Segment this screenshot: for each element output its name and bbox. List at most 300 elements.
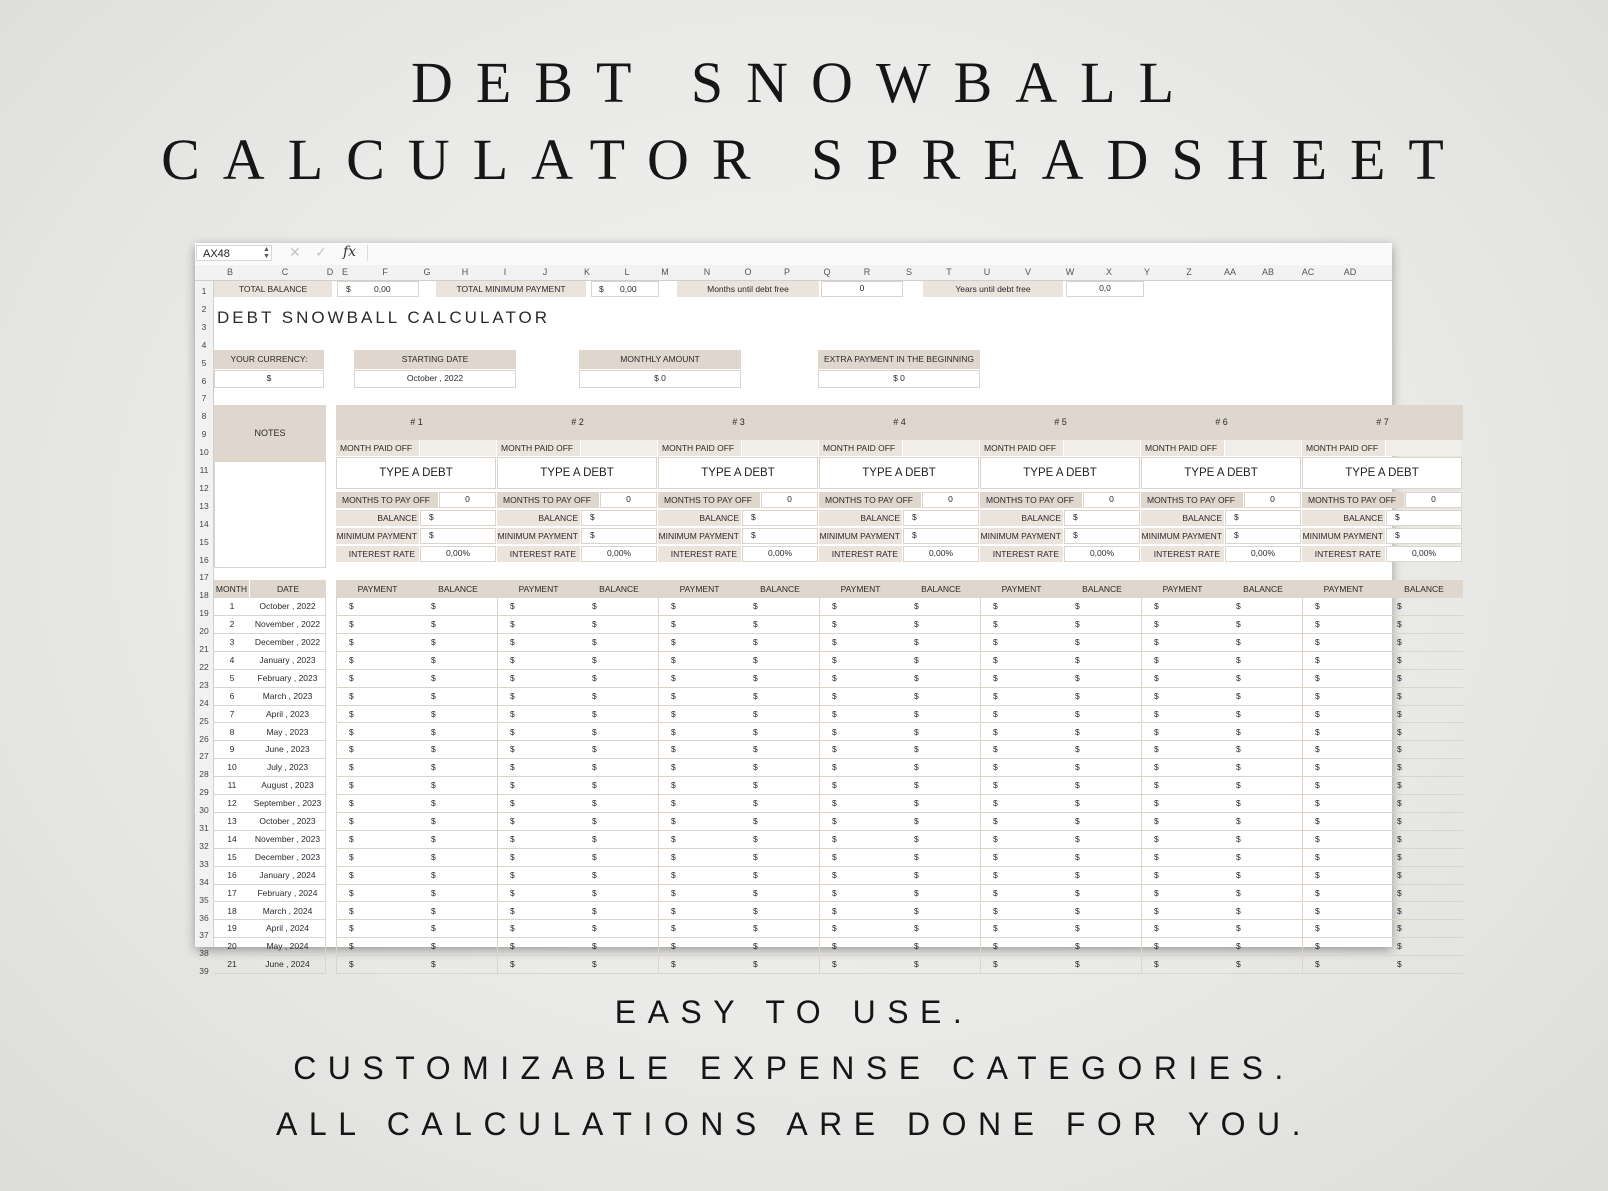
balance-cell[interactable]: $: [419, 849, 497, 867]
column-header-o[interactable]: O: [744, 267, 752, 277]
balance-cell[interactable]: $: [580, 849, 658, 867]
balance-cell[interactable]: $: [1385, 670, 1463, 688]
balance-cell[interactable]: $: [902, 938, 980, 956]
payment-cell[interactable]: $: [1141, 652, 1224, 670]
balance-cell[interactable]: $: [419, 652, 497, 670]
payment-cell[interactable]: $: [819, 652, 902, 670]
payment-cell[interactable]: $: [336, 938, 419, 956]
balance-cell[interactable]: $: [419, 616, 497, 634]
balance-cell[interactable]: $: [741, 813, 819, 831]
balance-cell[interactable]: $: [902, 616, 980, 634]
balance-cell[interactable]: $: [1063, 885, 1141, 903]
notes-area[interactable]: [214, 461, 326, 568]
payment-cell[interactable]: $: [658, 903, 741, 921]
months-until-free-value[interactable]: 0: [821, 281, 903, 297]
balance-cell[interactable]: $: [1385, 831, 1463, 849]
payment-cell[interactable]: $: [1302, 903, 1385, 921]
balance-field[interactable]: $: [1386, 510, 1462, 526]
balance-cell[interactable]: $: [1385, 867, 1463, 885]
column-header-f[interactable]: F: [382, 267, 388, 277]
balance-cell[interactable]: $: [1224, 795, 1302, 813]
row-number[interactable]: 29: [199, 787, 209, 798]
payment-cell[interactable]: $: [819, 706, 902, 724]
balance-cell[interactable]: $: [1224, 903, 1302, 921]
balance-cell[interactable]: $: [1224, 777, 1302, 795]
payment-cell[interactable]: $: [497, 920, 580, 938]
payment-cell[interactable]: $: [1302, 956, 1385, 974]
payment-cell[interactable]: $: [658, 759, 741, 777]
balance-cell[interactable]: $: [1063, 652, 1141, 670]
payment-cell[interactable]: $: [658, 706, 741, 724]
column-header-l[interactable]: L: [624, 267, 630, 277]
balance-cell[interactable]: $: [1063, 724, 1141, 742]
column-header-z[interactable]: Z: [1186, 267, 1192, 277]
balance-cell[interactable]: $: [1385, 903, 1463, 921]
balance-cell[interactable]: $: [580, 688, 658, 706]
extra-payment-field[interactable]: $ 0: [818, 370, 980, 388]
row-number[interactable]: 14: [199, 518, 209, 529]
payment-cell[interactable]: $: [980, 688, 1063, 706]
balance-cell[interactable]: $: [902, 724, 980, 742]
balance-cell[interactable]: $: [741, 741, 819, 759]
payment-cell[interactable]: $: [497, 867, 580, 885]
months-to-pay-off-value[interactable]: 0: [761, 492, 818, 508]
balance-cell[interactable]: $: [741, 777, 819, 795]
balance-cell[interactable]: $: [419, 831, 497, 849]
payment-cell[interactable]: $: [336, 741, 419, 759]
balance-cell[interactable]: $: [1224, 759, 1302, 777]
payment-cell[interactable]: $: [819, 903, 902, 921]
balance-cell[interactable]: $: [741, 634, 819, 652]
months-to-pay-off-value[interactable]: 0: [1405, 492, 1462, 508]
balance-cell[interactable]: $: [902, 903, 980, 921]
payment-cell[interactable]: $: [1141, 885, 1224, 903]
balance-cell[interactable]: $: [1385, 724, 1463, 742]
payment-cell[interactable]: $: [1302, 598, 1385, 616]
balance-cell[interactable]: $: [1063, 903, 1141, 921]
debt-type-field[interactable]: TYPE A DEBT: [1141, 457, 1301, 489]
payment-cell[interactable]: $: [336, 688, 419, 706]
balance-cell[interactable]: $: [1063, 688, 1141, 706]
balance-cell[interactable]: $: [580, 938, 658, 956]
payment-cell[interactable]: $: [980, 616, 1063, 634]
payment-cell[interactable]: $: [1302, 724, 1385, 742]
payment-cell[interactable]: $: [980, 670, 1063, 688]
month-paid-off-field[interactable]: [1386, 440, 1462, 456]
payment-cell[interactable]: $: [1302, 867, 1385, 885]
balance-cell[interactable]: $: [1063, 777, 1141, 795]
payment-cell[interactable]: $: [1141, 867, 1224, 885]
column-header-ab[interactable]: AB: [1261, 267, 1275, 277]
payment-cell[interactable]: $: [1141, 688, 1224, 706]
balance-cell[interactable]: $: [741, 938, 819, 956]
payment-cell[interactable]: $: [658, 867, 741, 885]
payment-cell[interactable]: $: [980, 652, 1063, 670]
balance-cell[interactable]: $: [1063, 867, 1141, 885]
column-header-q[interactable]: Q: [823, 267, 831, 277]
payment-cell[interactable]: $: [980, 813, 1063, 831]
month-paid-off-field[interactable]: [1064, 440, 1140, 456]
payment-cell[interactable]: $: [1302, 938, 1385, 956]
row-number[interactable]: 35: [199, 894, 209, 905]
balance-cell[interactable]: $: [1224, 956, 1302, 974]
balance-cell[interactable]: $: [580, 777, 658, 795]
column-header-v[interactable]: V: [1024, 267, 1032, 277]
payment-cell[interactable]: $: [1141, 706, 1224, 724]
payment-cell[interactable]: $: [980, 956, 1063, 974]
months-to-pay-off-value[interactable]: 0: [439, 492, 496, 508]
row-number[interactable]: 4: [201, 339, 207, 350]
balance-cell[interactable]: $: [1224, 920, 1302, 938]
payment-cell[interactable]: $: [336, 777, 419, 795]
column-header-p[interactable]: P: [783, 267, 791, 277]
confirm-icon[interactable]: ✓: [315, 244, 327, 260]
payment-cell[interactable]: $: [819, 938, 902, 956]
minimum-payment-field[interactable]: $: [903, 528, 979, 544]
payment-cell[interactable]: $: [658, 652, 741, 670]
balance-cell[interactable]: $: [1224, 938, 1302, 956]
row-number[interactable]: 15: [199, 536, 209, 547]
row-number[interactable]: 9: [201, 429, 207, 440]
month-paid-off-field[interactable]: [1225, 440, 1301, 456]
column-header-x[interactable]: X: [1105, 267, 1113, 277]
balance-cell[interactable]: $: [419, 688, 497, 706]
debt-type-field[interactable]: TYPE A DEBT: [1302, 457, 1462, 489]
balance-cell[interactable]: $: [419, 670, 497, 688]
balance-field[interactable]: $: [742, 510, 818, 526]
payment-cell[interactable]: $: [336, 885, 419, 903]
balance-cell[interactable]: $: [1063, 831, 1141, 849]
payment-cell[interactable]: $: [658, 688, 741, 706]
payment-cell[interactable]: $: [1141, 598, 1224, 616]
payment-cell[interactable]: $: [819, 634, 902, 652]
balance-cell[interactable]: $: [902, 759, 980, 777]
payment-cell[interactable]: $: [497, 670, 580, 688]
row-number[interactable]: 17: [199, 572, 209, 583]
payment-cell[interactable]: $: [1302, 706, 1385, 724]
column-header-w[interactable]: W: [1065, 267, 1075, 277]
payment-cell[interactable]: $: [1302, 616, 1385, 634]
payment-cell[interactable]: $: [1141, 903, 1224, 921]
column-header-s[interactable]: S: [905, 267, 913, 277]
payment-cell[interactable]: $: [1302, 831, 1385, 849]
row-number[interactable]: 39: [199, 966, 209, 977]
balance-cell[interactable]: $: [902, 831, 980, 849]
month-paid-off-field[interactable]: [903, 440, 979, 456]
payment-cell[interactable]: $: [336, 956, 419, 974]
balance-cell[interactable]: $: [580, 867, 658, 885]
balance-cell[interactable]: $: [419, 598, 497, 616]
balance-cell[interactable]: $: [419, 634, 497, 652]
balance-cell[interactable]: $: [741, 724, 819, 742]
payment-cell[interactable]: $: [980, 598, 1063, 616]
balance-cell[interactable]: $: [1063, 706, 1141, 724]
debt-type-field[interactable]: TYPE A DEBT: [980, 457, 1140, 489]
balance-cell[interactable]: $: [580, 795, 658, 813]
payment-cell[interactable]: $: [819, 831, 902, 849]
name-box-stepper-icon[interactable]: ▲ ▼: [263, 246, 270, 260]
balance-cell[interactable]: $: [902, 741, 980, 759]
payment-cell[interactable]: $: [336, 634, 419, 652]
payment-cell[interactable]: $: [497, 598, 580, 616]
payment-cell[interactable]: $: [1141, 795, 1224, 813]
balance-cell[interactable]: $: [741, 849, 819, 867]
balance-cell[interactable]: $: [1385, 706, 1463, 724]
balance-cell[interactable]: $: [741, 920, 819, 938]
balance-cell[interactable]: $: [1224, 813, 1302, 831]
payment-cell[interactable]: $: [658, 616, 741, 634]
balance-cell[interactable]: $: [1063, 938, 1141, 956]
month-paid-off-field[interactable]: [581, 440, 657, 456]
row-number[interactable]: 27: [199, 751, 209, 762]
payment-cell[interactable]: $: [497, 706, 580, 724]
payment-cell[interactable]: $: [980, 795, 1063, 813]
balance-cell[interactable]: $: [580, 903, 658, 921]
balance-cell[interactable]: $: [741, 670, 819, 688]
payment-cell[interactable]: $: [1141, 777, 1224, 795]
row-number[interactable]: 16: [199, 554, 209, 565]
column-header-b[interactable]: B: [226, 267, 234, 277]
balance-cell[interactable]: $: [1224, 670, 1302, 688]
payment-cell[interactable]: $: [336, 598, 419, 616]
payment-cell[interactable]: $: [819, 813, 902, 831]
years-until-free-value[interactable]: 0,0: [1066, 281, 1144, 297]
payment-cell[interactable]: $: [497, 634, 580, 652]
column-header-t[interactable]: T: [946, 267, 952, 277]
balance-cell[interactable]: $: [902, 867, 980, 885]
row-number[interactable]: 31: [199, 823, 209, 833]
monthly-amount-field[interactable]: $ 0: [579, 370, 741, 388]
name-box[interactable]: AX48: [196, 245, 272, 261]
payment-cell[interactable]: $: [658, 849, 741, 867]
column-header-g[interactable]: G: [423, 267, 431, 277]
balance-cell[interactable]: $: [1224, 598, 1302, 616]
row-number[interactable]: 11: [199, 465, 209, 475]
payment-cell[interactable]: $: [336, 849, 419, 867]
payment-cell[interactable]: $: [497, 956, 580, 974]
payment-cell[interactable]: $: [819, 670, 902, 688]
payment-cell[interactable]: $: [1302, 634, 1385, 652]
payment-cell[interactable]: $: [1141, 831, 1224, 849]
column-header-r[interactable]: R: [863, 267, 871, 277]
payment-cell[interactable]: $: [819, 724, 902, 742]
balance-cell[interactable]: $: [1224, 688, 1302, 706]
payment-cell[interactable]: $: [1302, 670, 1385, 688]
balance-cell[interactable]: $: [1063, 813, 1141, 831]
balance-cell[interactable]: $: [1063, 616, 1141, 634]
payment-cell[interactable]: $: [658, 777, 741, 795]
balance-cell[interactable]: $: [741, 688, 819, 706]
row-number[interactable]: 33: [199, 858, 209, 869]
row-number[interactable]: 28: [199, 769, 209, 780]
balance-cell[interactable]: $: [741, 795, 819, 813]
balance-cell[interactable]: $: [1063, 795, 1141, 813]
payment-cell[interactable]: $: [336, 616, 419, 634]
payment-cell[interactable]: $: [658, 724, 741, 742]
column-header-aa[interactable]: AA: [1223, 267, 1237, 277]
balance-cell[interactable]: $: [419, 706, 497, 724]
payment-cell[interactable]: $: [819, 849, 902, 867]
balance-cell[interactable]: $: [902, 777, 980, 795]
balance-cell[interactable]: $: [1385, 598, 1463, 616]
balance-cell[interactable]: $: [1063, 920, 1141, 938]
payment-cell[interactable]: $: [980, 849, 1063, 867]
debt-type-field[interactable]: TYPE A DEBT: [658, 457, 818, 489]
payment-cell[interactable]: $: [1302, 795, 1385, 813]
row-number[interactable]: 21: [199, 644, 209, 654]
column-header-k[interactable]: K: [583, 267, 591, 277]
column-header-ac[interactable]: AC: [1301, 267, 1315, 277]
balance-cell[interactable]: $: [902, 885, 980, 903]
balance-cell[interactable]: $: [1385, 634, 1463, 652]
payment-cell[interactable]: $: [980, 831, 1063, 849]
payment-cell[interactable]: $: [336, 813, 419, 831]
payment-cell[interactable]: $: [819, 795, 902, 813]
payment-cell[interactable]: $: [1141, 938, 1224, 956]
row-number[interactable]: 25: [199, 715, 209, 726]
balance-cell[interactable]: $: [1063, 956, 1141, 974]
payment-cell[interactable]: $: [336, 795, 419, 813]
balance-cell[interactable]: $: [419, 759, 497, 777]
balance-cell[interactable]: $: [1385, 759, 1463, 777]
payment-cell[interactable]: $: [336, 724, 419, 742]
column-header-y[interactable]: Y: [1143, 267, 1151, 277]
balance-cell[interactable]: $: [419, 813, 497, 831]
balance-cell[interactable]: $: [580, 759, 658, 777]
balance-cell[interactable]: $: [741, 598, 819, 616]
row-number[interactable]: 20: [199, 626, 209, 637]
column-header-u[interactable]: U: [983, 267, 991, 277]
balance-cell[interactable]: $: [580, 652, 658, 670]
payment-cell[interactable]: $: [497, 759, 580, 777]
payment-cell[interactable]: $: [336, 652, 419, 670]
balance-cell[interactable]: $: [741, 652, 819, 670]
payment-cell[interactable]: $: [819, 956, 902, 974]
payment-cell[interactable]: $: [336, 670, 419, 688]
column-header-e[interactable]: E: [341, 267, 349, 277]
balance-cell[interactable]: $: [1385, 777, 1463, 795]
payment-cell[interactable]: $: [819, 616, 902, 634]
balance-cell[interactable]: $: [580, 724, 658, 742]
payment-cell[interactable]: $: [658, 598, 741, 616]
balance-cell[interactable]: $: [1385, 956, 1463, 974]
payment-cell[interactable]: $: [1141, 670, 1224, 688]
balance-cell[interactable]: $: [580, 956, 658, 974]
payment-cell[interactable]: $: [658, 956, 741, 974]
balance-cell[interactable]: $: [580, 598, 658, 616]
row-number[interactable]: 19: [199, 608, 209, 619]
payment-cell[interactable]: $: [497, 741, 580, 759]
row-number[interactable]: 22: [199, 661, 209, 672]
balance-cell[interactable]: $: [1063, 759, 1141, 777]
interest-rate-field[interactable]: 0,00%: [1225, 546, 1301, 562]
column-header-i[interactable]: I: [503, 267, 507, 277]
balance-cell[interactable]: $: [1224, 741, 1302, 759]
row-number[interactable]: 1: [201, 286, 207, 296]
column-header-h[interactable]: H: [461, 267, 469, 277]
interest-rate-field[interactable]: 0,00%: [420, 546, 496, 562]
row-number[interactable]: 34: [199, 876, 209, 887]
balance-cell[interactable]: $: [902, 795, 980, 813]
balance-cell[interactable]: $: [1224, 616, 1302, 634]
row-number[interactable]: 2: [201, 303, 207, 314]
row-number[interactable]: 37: [199, 930, 209, 941]
interest-rate-field[interactable]: 0,00%: [581, 546, 657, 562]
interest-rate-field[interactable]: 0,00%: [903, 546, 979, 562]
balance-cell[interactable]: $: [1224, 652, 1302, 670]
payment-cell[interactable]: $: [980, 634, 1063, 652]
months-to-pay-off-value[interactable]: 0: [600, 492, 657, 508]
balance-cell[interactable]: $: [419, 795, 497, 813]
payment-cell[interactable]: $: [980, 759, 1063, 777]
month-paid-off-field[interactable]: [420, 440, 496, 456]
payment-cell[interactable]: $: [497, 777, 580, 795]
payment-cell[interactable]: $: [336, 920, 419, 938]
interest-rate-field[interactable]: 0,00%: [1386, 546, 1462, 562]
payment-cell[interactable]: $: [658, 938, 741, 956]
balance-cell[interactable]: $: [1385, 652, 1463, 670]
balance-cell[interactable]: $: [1224, 634, 1302, 652]
payment-cell[interactable]: $: [1302, 813, 1385, 831]
balance-cell[interactable]: $: [902, 598, 980, 616]
row-number[interactable]: 24: [199, 697, 209, 708]
row-number[interactable]: 18: [199, 590, 209, 601]
payment-cell[interactable]: $: [1302, 759, 1385, 777]
payment-cell[interactable]: $: [1302, 688, 1385, 706]
balance-cell[interactable]: $: [1385, 920, 1463, 938]
row-number[interactable]: 32: [199, 840, 209, 851]
payment-cell[interactable]: $: [497, 849, 580, 867]
column-header-j[interactable]: J: [542, 267, 548, 277]
payment-cell[interactable]: $: [819, 598, 902, 616]
balance-cell[interactable]: $: [902, 706, 980, 724]
balance-cell[interactable]: $: [741, 956, 819, 974]
payment-cell[interactable]: $: [980, 706, 1063, 724]
balance-cell[interactable]: $: [1063, 741, 1141, 759]
payment-cell[interactable]: $: [1302, 849, 1385, 867]
balance-cell[interactable]: $: [1063, 670, 1141, 688]
payment-cell[interactable]: $: [497, 616, 580, 634]
row-number[interactable]: 26: [199, 733, 209, 744]
interest-rate-field[interactable]: 0,00%: [1064, 546, 1140, 562]
months-to-pay-off-value[interactable]: 0: [1083, 492, 1140, 508]
balance-cell[interactable]: $: [1063, 598, 1141, 616]
payment-cell[interactable]: $: [980, 885, 1063, 903]
row-number[interactable]: 30: [199, 805, 209, 816]
minimum-payment-field[interactable]: $: [1225, 528, 1301, 544]
row-number[interactable]: 7: [201, 393, 207, 404]
balance-cell[interactable]: $: [580, 616, 658, 634]
payment-cell[interactable]: $: [1302, 652, 1385, 670]
balance-cell[interactable]: $: [580, 634, 658, 652]
payment-cell[interactable]: $: [819, 867, 902, 885]
row-number[interactable]: 8: [201, 411, 207, 422]
balance-cell[interactable]: $: [580, 670, 658, 688]
balance-cell[interactable]: $: [419, 777, 497, 795]
balance-cell[interactable]: $: [580, 813, 658, 831]
payment-cell[interactable]: $: [336, 706, 419, 724]
payment-cell[interactable]: $: [497, 813, 580, 831]
row-number[interactable]: 38: [199, 948, 209, 959]
payment-cell[interactable]: $: [1141, 920, 1224, 938]
payment-cell[interactable]: $: [819, 885, 902, 903]
balance-cell[interactable]: $: [1385, 795, 1463, 813]
balance-cell[interactable]: $: [580, 831, 658, 849]
balance-cell[interactable]: $: [741, 885, 819, 903]
payment-cell[interactable]: $: [1302, 885, 1385, 903]
payment-cell[interactable]: $: [658, 670, 741, 688]
balance-cell[interactable]: $: [741, 831, 819, 849]
